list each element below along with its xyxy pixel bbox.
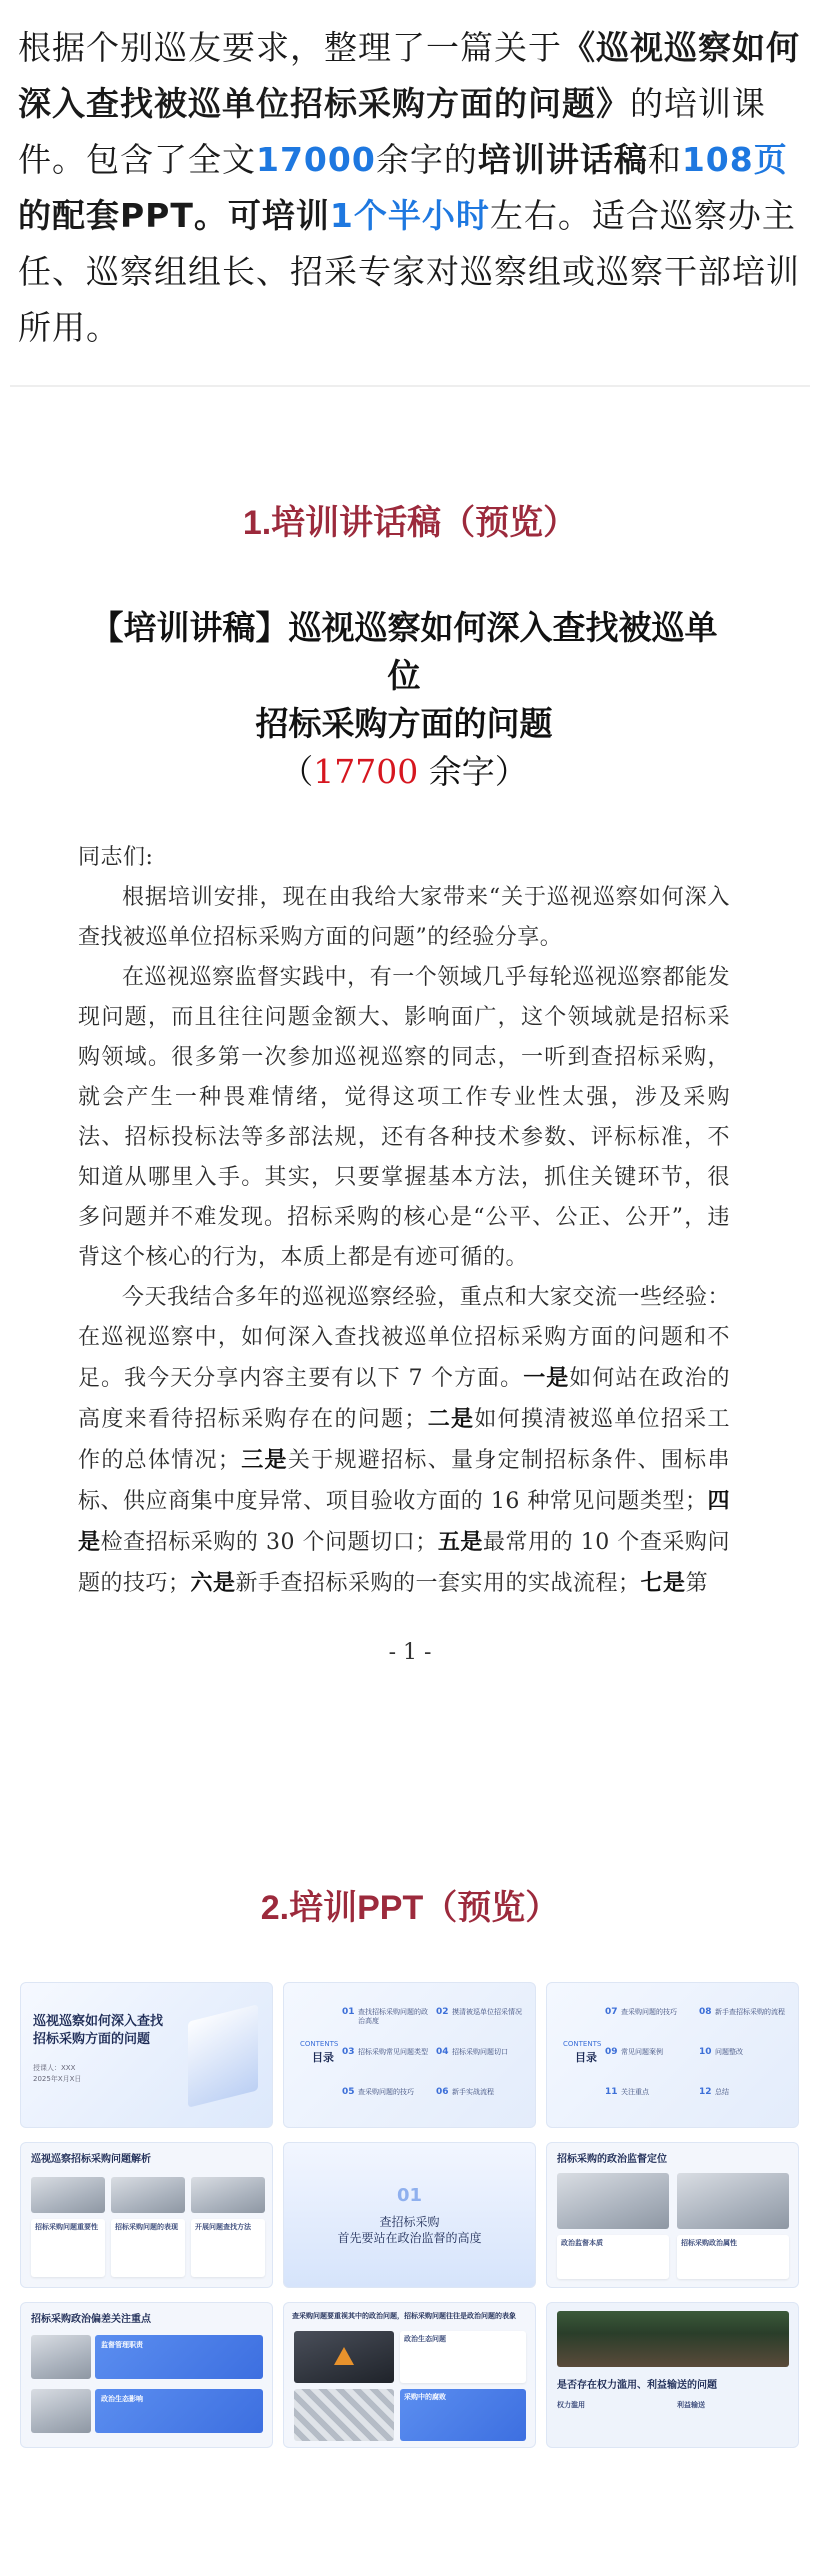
toc2-num-10: 10 [699,2047,712,2057]
toc1-num-02: 02 [436,2007,449,2017]
slide-analysis-card-2-title: 招标采购问题的表现 [115,2223,178,2231]
toc2-item-09: 常见问题案例 [621,2048,663,2056]
slide-corruption-photo-2 [294,2389,394,2441]
slide-analysis-photo-1 [31,2177,105,2213]
slide-corruption-bar-2 [400,2389,526,2441]
point-1-text: 如何站在政治的高度来看待招标采购存在的问题； [78,1366,730,1432]
divider [10,385,810,387]
slide-analysis-card-3 [191,2219,265,2277]
toc2-item-10: 问题整改 [715,2048,743,2056]
toc-en: CONTENTS [300,2040,339,2048]
section1-heading: 1.培训讲话稿（预览） [242,504,578,542]
slide-analysis-photo-2 [111,2177,185,2213]
slide-analysis-card-3-title: 开展问题查找方法 [195,2223,251,2231]
slide-section-line1: 查招标采购 [379,2215,440,2229]
count-open: （ [280,752,314,791]
toc1-item-01: 查找招标采购问题的政治高度 [358,2008,428,2025]
slide-cover-meta: 授课人：XXX [33,2064,76,2072]
intro-text-5: 的配套PPT。可培训 [18,196,330,235]
document-para3 [78,1278,730,1604]
point-7-key: 七是 [640,1570,686,1596]
point-6-text: 新手查招标采购的一套实用的实战流程； [235,1571,641,1596]
slide-political [546,2142,799,2288]
toc2-item-07: 查采购问题的技巧 [621,2008,677,2016]
slide-toc-1 [283,1982,536,2128]
document-para1: 根据培训安排，现在由我给大家带来“关于巡视巡察如何深入查找被巡单位招标采购方面的问题”的经验分享。 [78,885,730,950]
toc1-num-04: 04 [436,2047,449,2057]
slide-focus [20,2302,273,2448]
slide-focus-photo-2 [31,2389,91,2433]
point-6-key: 六是 [190,1570,236,1596]
slide-cover-date: 2025年X月X日 [33,2075,82,2083]
slide-cover-title [33,2013,163,2049]
slide-political-photo-1 [557,2173,669,2229]
slide-focus-cap-1: 监督管理职责 [101,2341,143,2349]
duration: 1个半小时 [329,196,490,235]
slide-analysis [20,2142,273,2288]
slide-analysis-title: 巡视巡察招标采购问题解析 [31,2154,151,2165]
toc2-item-12: 总结 [715,2088,729,2096]
point-7-text: 第 [685,1571,709,1596]
slide-corruption-card-1 [400,2331,526,2383]
section2-heading: 2.培训PPT（预览） [260,1889,560,1927]
warning-icon [334,2347,354,2365]
para3-intro: 今天我结合多年的巡视巡察经验，重点和大家交流一些经验：在巡视巡察中，如何深入查找被巡单位招标采购方面的问题和不足。我今天分享内容主要有以下 7 个方面。 [78,1285,730,1391]
course-title: 《巡视巡察如何深入查找被巡单位招标采购方面的问题》 [18,28,800,123]
slide-section-line2: 首先要站在政治监督的高度 [337,2231,482,2245]
slide-cover-title-1: 巡视巡察如何深入查找 [33,2014,164,2029]
intro-paragraph [0,0,820,385]
slide-political-cap-2: 招标采购政治属性 [681,2239,737,2247]
point-2-key: 二是 [426,1406,475,1432]
slide-focus-bar-2 [95,2389,263,2433]
slide-section-01 [283,2142,536,2288]
slide-focus-cap-2: 政治生态影响 [101,2395,143,2403]
slide-analysis-card-2 [111,2219,185,2277]
toc1-num-05: 05 [342,2087,355,2097]
slide-toc-2 [546,1982,799,2128]
slide-power-abuse-cap-2: 利益输送 [677,2401,705,2409]
point-5-text: 最常用的 10 个查采购问题的技巧； [78,1530,730,1596]
point-2-text: 如何摸清被巡单位招采工作的总体情况； [78,1407,730,1473]
slide-focus-title: 招标采购政治偏差关注重点 [31,2314,151,2325]
slide-analysis-photo-3 [191,2177,265,2213]
slide-corruption-title: 查采购问题要重视其中的政治问题，招标采购问题往往是政治问题的表象 [292,2312,516,2320]
intro-text-2: 的培训课件。包含了全文 [18,84,766,179]
toc1-item-02: 摸清被巡单位招采情况 [452,2008,522,2016]
ppt-preview-grid [20,1982,800,2448]
slide-power-abuse [546,2302,799,2448]
intro-text-6: 左右。适合巡察办主任、巡察组组长、招采专家对巡察组或巡察干部培训所用。 [18,196,800,347]
slide-political-cap-1: 政治监督本质 [561,2239,603,2247]
document-preview [0,604,820,1604]
toc2-num-07: 07 [605,2007,618,2017]
point-3-text: 关于规避招标、量身定制招标条件、围标串标、供应商集中度异常、项目验收方面的 16 种常见问题类型； [78,1448,730,1514]
slide-analysis-card-1 [31,2219,105,2277]
slide-corruption-cap-2: 采购中的腐败 [404,2393,446,2401]
intro-text-3: 余字的 [375,140,478,179]
point-4-text: 检查招标采购的 30 个问题切口； [100,1530,438,1555]
toc2-item-11: 关注重点 [621,2088,649,2096]
document-page-number: - 1 - [388,1640,432,1665]
slide-political-card-2 [677,2235,789,2279]
slide-corruption [283,2302,536,2448]
document-title [78,604,730,796]
document-count-value: 17700 [313,752,419,791]
toc1-item-05: 查采购问题的技巧 [358,2088,414,2096]
slide-cover [20,1982,273,2128]
slide-corruption-photo-1 [294,2331,394,2383]
slide-corruption-cap-1: 政治生态问题 [404,2335,446,2343]
slide-political-card-1 [557,2235,669,2279]
document-para2: 在巡视巡察监督实践中，有一个领域几乎每轮巡视巡察都能发现问题，而且往往问题金额大、影响面广，这个领域就是招标采购领域。很多第一次参加巡视巡察的同志，一听到查招标采购，就会产生一种畏难情绪，觉得这项工作专业性太强，涉及采购法、招标投标法等多部法规，还有各种技术参数、评标标准，不知道从哪里入手。其实，只要掌握基本方法，抓住关键环节，很多问题并不难发现。招标采购的核心是“公平、公正、公开”，违背这个核心的行为，本质上都是有迹可循的。 [78,965,730,1270]
slide-section-num: 01 [396,2185,423,2206]
slide-power-abuse-title: 是否存在权力滥用、利益输送的问题 [557,2380,717,2391]
document-greeting: 同志们: [78,845,154,870]
document-body [78,838,730,1604]
intro-text-4: 和 [647,140,682,179]
toc2-item-08: 新手查招标采购的流程 [715,2008,785,2016]
slide-focus-bar-1 [95,2335,263,2379]
point-5-key: 五是 [437,1529,483,1555]
toc1-item-03: 招标采购常见问题类型 [358,2048,428,2056]
ppt-pages: 108页 [681,140,788,179]
toc1-num-03: 03 [342,2047,355,2057]
point-1-key: 一是 [523,1365,570,1391]
slide-cover-graphic [188,2004,258,2107]
count-close: 余字） [418,752,528,791]
toc2-num-11: 11 [605,2087,618,2097]
toc1-num-06: 06 [436,2087,449,2097]
toc-cn: 目录 [312,2051,334,2064]
word-count: 17000 [256,140,376,179]
toc-en-2: CONTENTS [563,2040,602,2048]
document-title-line1: 【培训讲稿】巡视巡察如何深入查找被巡单位 [90,608,718,695]
slide-cover-title-2: 招标采购方面的问题 [33,2032,151,2047]
toc1-item-06: 新手实战流程 [452,2088,494,2096]
toc2-num-12: 12 [699,2087,712,2097]
toc1-num-01: 01 [342,2007,355,2017]
point-4-key: 四是 [78,1488,730,1555]
slide-analysis-card-1-title: 招标采购问题重要性 [35,2223,98,2231]
toc-cn-2: 目录 [575,2051,597,2064]
slide-power-abuse-cap-1: 权力滥用 [557,2401,585,2409]
slide-political-photo-2 [677,2173,789,2229]
toc2-num-09: 09 [605,2047,618,2057]
toc1-item-04: 招标采购问题切口 [452,2048,508,2056]
document-word-count [78,748,730,796]
toc2-num-08: 08 [699,2007,712,2017]
slide-political-title: 招标采购的政治监督定位 [557,2154,667,2165]
point-3-key: 三是 [240,1447,288,1473]
intro-text-1: 根据个别巡友要求，整理了一篇关于 [18,28,562,67]
slide-power-abuse-photo [557,2311,789,2367]
document-title-line2: 招标采购方面的问题 [255,704,553,743]
script-label: 培训讲话稿 [477,140,648,179]
slide-focus-photo-1 [31,2335,91,2379]
